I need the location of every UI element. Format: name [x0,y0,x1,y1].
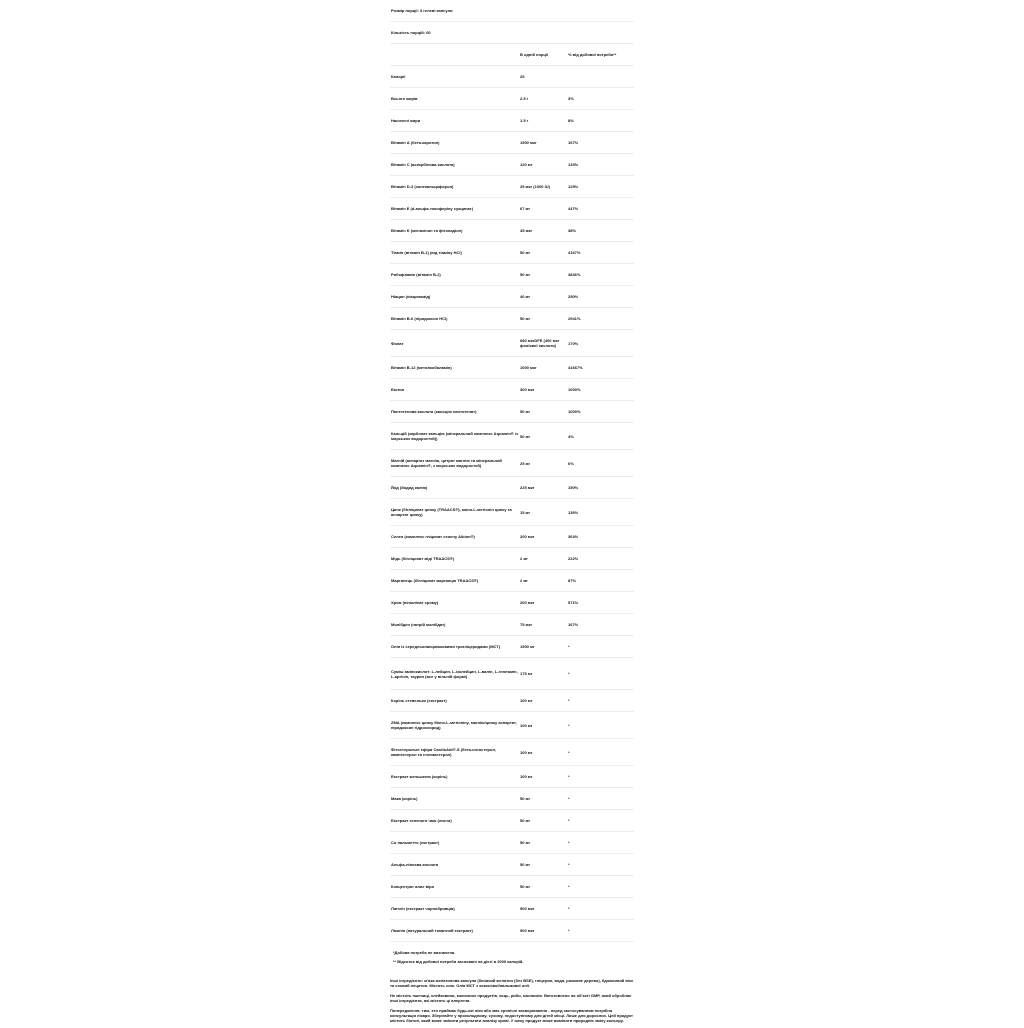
table-row [390,636,634,658]
nutrient-amount: 50 мг [520,409,531,414]
table-row [390,357,634,379]
nutrient-daily-value: 167% [568,622,579,627]
nutrient-name: Молібден (натрій молібдат) [391,622,446,627]
nutrient-name: Цинк (бігліцинат цинку (TRAACS®), моно-L-метіонін цинку та аспартат цинку) [391,507,512,517]
nutrient-daily-value: * [568,796,570,801]
table-row [390,690,634,712]
table-row [390,739,634,766]
nutrient-daily-value: 8% [568,118,574,123]
nutrient-daily-value: * [568,722,570,728]
table-row [390,154,634,176]
table-row [390,712,634,739]
nutrient-amount: 200 мкг [520,534,535,539]
nutrient-name: Селен (комплекс гліцинат селену Albion®) [391,534,475,539]
nutrient-name: Калорії [391,74,406,79]
nutrient-amount: 1.5 г [520,118,529,123]
nutrient-name: Пантотенова кислота (кальцію пантотенат) [391,409,477,414]
nutrient-amount: 15 мг [520,509,531,515]
other-ingredients-text: Інші інгредієнти: м'яка желатинова капсула (бичачий желатин (без BSE), гліцерин, вода, рожкове дерево), бджолиний віск та соєвий лецитин. Містить сою. Олія МСТ з кокосової/пальмової олії. [390,978,634,988]
table-row [390,920,634,942]
table-row [390,286,634,308]
nutrient-name: Магній (аспартат магнію, цитрат магнію та мінеральний комплекс Aquamin®, з морських водоростей) [391,458,502,468]
nutrient-daily-value: * [568,749,570,755]
nutrient-amount: 40 мг [520,294,531,299]
table-row [390,548,634,570]
nutrient-name: Кальцій (карбонат кальцію (мінеральний комплекс Aquamin® із морських водоростей)) [391,431,518,441]
nutrient-name: Вітамін B-12 (метилкобаламін) [391,365,452,370]
nutrient-name: Мака (корінь) [391,796,418,801]
nutrient-amount: 200 мкг [520,600,535,605]
nutrient-daily-value: 41667% [568,365,583,370]
nutrient-amount: 100 мг [520,749,533,755]
warning-text: Попередження: тим, хто приймає будь-які ліки або має хронічні захворювання - перед застосуванням потрібна консультація лікаря. Зберігайте у прохолодному, сухому, недоступному для дітей місці. Лише для дорослих. Цей продукт містить біотин, який може змінити результати аналізу крові. У шеку продукт може вимінити природню зміну кольору. [390,1008,633,1023]
table-row [390,854,634,876]
product-info [390,978,634,1028]
nutrient-name: Марганець (бігліцинат марганцю TRAACS®) [391,578,479,583]
table-row [390,132,634,154]
table-row [390,832,634,854]
nutrient-name: Всього жирів [391,96,418,101]
nutrient-name: Йод (йодид калію) [391,485,428,490]
table-row [390,450,634,477]
nutrient-daily-value: 447% [568,206,579,211]
table-row [390,570,634,592]
nutrient-amount: 50 мг [520,818,531,823]
table-row [390,499,634,526]
nutrient-daily-value: * [568,671,570,676]
nutrient-amount: 100 мг [520,722,533,728]
nutrient-daily-value: 1000% [568,387,581,392]
nutrient-name: Корінь стевельки (екстракт) [391,698,447,703]
nutrient-daily-value: * [568,840,570,845]
nutrient-name: Альфа-ліпоєва кислота [391,862,439,867]
table-row [390,176,634,198]
nutrient-amount: 120 мг [520,162,533,167]
table-row [390,614,634,636]
nutrient-daily-value: 167% [568,140,579,145]
nutrient-name: Олія із середньоланцюжковими тригліцеридами (МСТ) [391,644,501,649]
nutrient-daily-value: * [568,698,570,703]
nutrient-daily-value: 170% [568,340,579,346]
nutrient-name: Біотин [391,387,405,392]
table-row [390,242,634,264]
nutrient-daily-value: 364% [568,534,579,539]
allergen-text: Не містить пшениці, клейковини, молочних продуктів, яєць, риби, молюсків. Виготовлено на об'єкті GMP, який обробляє інші інгредієнти, які містять ці алергени. [390,993,632,1003]
nutrient-amount: 680 мкгDFE (400 мкг фолієвої кислоти) [520,338,560,348]
nutrient-daily-value: * [568,928,570,933]
nutrient-name: Фолат [391,340,404,346]
nutrient-name: Ніацин (ніацинамід) [391,294,431,299]
footnote-calories: ** Відсоток від добової потреби засновані на дієті в 2000 калорій. [393,959,524,964]
nutrient-daily-value: 6% [568,460,574,466]
table-row [390,766,634,788]
nutrient-name: Со пальметто (екстракт) [391,840,440,845]
table-row [390,198,634,220]
servings-count-row [390,22,634,44]
nutrient-name: Хром (пініолінат хрому) [391,600,439,605]
nutrient-name: Тіамін (вітамін B-1) (від тіаміну HCl) [391,250,462,255]
nutrient-amount: 2 мг [520,556,528,561]
nutrient-amount: 50 мг [520,796,531,801]
nutrient-amount: 100 мг [520,698,533,703]
nutrient-name: Рибофлавін (вітамін B-2) [391,272,441,277]
nutrient-daily-value: 150% [568,485,579,490]
servings-count-label: Кількість порцій: 60 [391,30,431,35]
table-header-row [390,44,634,66]
nutrient-daily-value: 222% [568,556,579,561]
serving-size-row [390,0,634,22]
nutrient-name: Лікопін (натуральний томатний екстракт) [391,928,473,933]
nutrient-amount: 2.5 г [520,96,529,101]
nutrient-name: Лютеїн (екстракт чорнобривців) [391,906,455,911]
nutrient-name: Вітамін D-3 (холекальциферол) [391,184,454,189]
table-row [390,477,634,499]
nutrient-amount: 50 мг [520,272,531,277]
nutrient-daily-value: 38% [568,228,577,233]
nutrient-amount: 500 мкг [520,928,535,933]
footnotes [393,950,633,976]
nutrient-daily-value: * [568,906,570,911]
nutrient-amount: 25 мкг (1000 IU) [520,184,550,189]
table-row [390,876,634,898]
nutrient-name: ZMA (комплекс цинку Моно-L-метіоніну, магнію/цинку аспартат, піридоксин гідрохлорид) [391,720,517,730]
nutrient-amount: 67 мг [520,206,531,211]
table-row [390,592,634,614]
nutrient-rows [390,66,634,942]
nutrient-amount: 50 мг [520,862,531,867]
table-row [390,379,634,401]
nutrient-name: Фітостерольні ефіри CardioAid®-S (бета-ситостерол, кампестерол та стигмастерол) [391,747,496,757]
nutrient-daily-value: 136% [568,509,579,515]
nutrient-daily-value: 4167% [568,250,581,255]
nutrient-name: Суміш амінокислот: L-лейцин, L-ізолейцин, L-валін, L-глютамін, L-аргінін, таурин (все у вільній формі) [391,668,518,679]
nutrient-daily-value: * [568,884,570,889]
table-row [390,330,634,357]
nutrient-daily-value: 571% [568,600,579,605]
nutrient-amount: 175 мг [520,671,533,676]
nutrient-daily-value: 125% [568,184,579,189]
nutrient-amount: 300 мкг [520,387,535,392]
nutrient-name: Екстракт женьшеню (корінь) [391,774,448,779]
table-row [390,810,634,832]
nutrient-daily-value: * [568,862,570,867]
table-row [390,526,634,548]
table-row [390,401,634,423]
nutrient-amount: 2 мг [520,578,528,583]
nutrient-name: Вітамін K (менахінон та фітонадіон) [391,228,463,233]
nutrient-amount: 45 мкг [520,228,533,233]
supplement-facts-table [390,0,634,942]
nutrient-name: Екстракт зеленого чаю (листя) [391,818,452,823]
nutrient-daily-value: 3846% [568,272,581,277]
nutrient-amount: 1500 мкг [520,140,537,145]
nutrient-daily-value: 133% [568,162,579,167]
nutrient-name: Вітамін А (бета-каротин) [391,140,440,145]
nutrient-amount: 1000 мкг [520,365,537,370]
nutrient-name: Вітамін C (аскорбінова кислота) [391,162,455,167]
nutrient-name: Вітамін E (d-альфа-токоферілу сукцинат) [391,206,474,211]
footnote-daily-value: *Добова потреба не визначена. [393,950,456,955]
nutrient-amount: 1500 мг [520,644,535,649]
table-row [390,788,634,810]
table-row [390,308,634,330]
serving-size-label: Розмір порції: 3 гелеві капсули [391,8,453,13]
nutrient-amount: 100 мг [520,774,533,779]
table-row [390,898,634,920]
table-row [390,220,634,242]
nutrient-daily-value: 3% [568,96,574,101]
table-row [390,66,634,88]
nutrient-amount: 75 мкг [520,622,533,627]
table-row [390,264,634,286]
nutrient-daily-value: 4% [568,433,574,439]
nutrient-daily-value: * [568,774,570,779]
nutrient-amount: 50 мг [520,433,531,439]
nutrient-daily-value: 250% [568,294,579,299]
nutrient-daily-value: 87% [568,578,577,583]
nutrient-amount: 50 мг [520,316,531,321]
nutrient-daily-value: * [568,818,570,823]
nutrient-daily-value: 2941% [568,316,581,321]
nutrient-name: Концентрат алое віра [391,884,434,889]
nutrient-daily-value: * [568,644,570,649]
daily-value-header: % від добової потреби** [568,52,617,57]
per-serving-header: В одній порції [520,52,549,57]
table-row [390,423,634,450]
nutrient-name: Вітамін B-6 (піридоксин HCl) [391,316,448,321]
nutrient-name: Насичені жири [391,118,421,123]
table-row [390,658,634,690]
nutrient-amount: 225 мкг [520,485,535,490]
nutrient-daily-value: 1000% [568,409,581,414]
nutrient-amount: 50 мг [520,250,531,255]
nutrient-name: Мідь (бігліцинат міді TRAACS®) [391,556,455,561]
nutrient-amount: 50 мг [520,840,531,845]
nutrient-amount: 25 [520,74,525,79]
nutrient-amount: 50 мг [520,884,531,889]
table-row [390,110,634,132]
nutrient-amount: 25 мг [520,460,531,466]
table-row [390,88,634,110]
nutrient-amount: 500 мкг [520,906,535,911]
